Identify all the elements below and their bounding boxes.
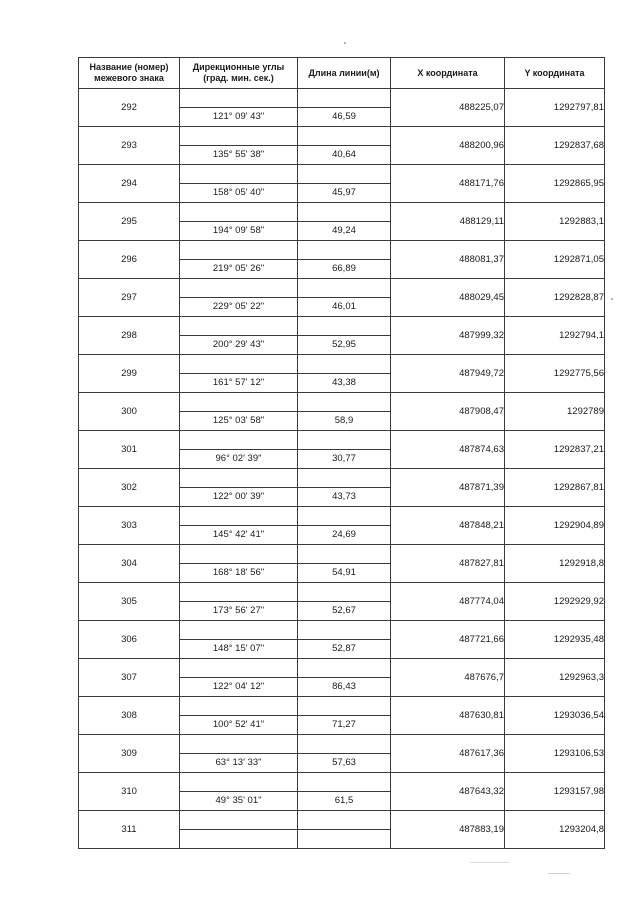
empty-cell xyxy=(298,241,391,260)
table-row-point xyxy=(79,89,605,108)
table-row-point xyxy=(79,165,605,184)
marker-name: 311 xyxy=(79,811,180,849)
y-coordinate: 1292963,3 xyxy=(505,659,605,697)
marker-name: 300 xyxy=(79,393,180,431)
empty-cell xyxy=(180,317,298,336)
x-coordinate: 488200,96 xyxy=(391,127,505,165)
boundary-coordinates-table xyxy=(78,57,605,849)
y-coordinate: 1292918,8 xyxy=(505,545,605,583)
table-row-point xyxy=(79,735,605,754)
empty-cell xyxy=(298,355,391,374)
direction-angle: 229° 05' 22" xyxy=(180,298,298,317)
y-coordinate: 1293204,8 xyxy=(505,811,605,849)
x-coordinate: 488081,37 xyxy=(391,241,505,279)
y-coordinate: 1292865,95 xyxy=(505,165,605,203)
table-row-point xyxy=(79,203,605,222)
table-header-row xyxy=(79,58,605,89)
line-length: 86,43 xyxy=(298,678,391,697)
empty-cell xyxy=(298,659,391,678)
marker-name: 298 xyxy=(79,317,180,355)
empty-cell xyxy=(298,830,391,849)
empty-cell xyxy=(298,583,391,602)
empty-cell xyxy=(180,241,298,260)
x-coordinate: 487874,63 xyxy=(391,431,505,469)
table-row-point xyxy=(79,621,605,640)
line-length: 52,87 xyxy=(298,640,391,659)
x-coordinate: 487999,32 xyxy=(391,317,505,355)
marker-name: 309 xyxy=(79,735,180,773)
line-length: 71,27 xyxy=(298,716,391,735)
y-coordinate: 1292883,1 xyxy=(505,203,605,241)
empty-cell xyxy=(298,393,391,412)
empty-cell xyxy=(298,317,391,336)
line-length: 57,63 xyxy=(298,754,391,773)
marker-name: 296 xyxy=(79,241,180,279)
direction-angle: 200° 29' 43" xyxy=(180,336,298,355)
empty-cell xyxy=(180,507,298,526)
x-coordinate: 487827,81 xyxy=(391,545,505,583)
header-direction-angle: Дирекционные углы (град. мин. сек.) xyxy=(180,58,298,89)
y-coordinate: 1292867,81 xyxy=(505,469,605,507)
x-coordinate: 487617,36 xyxy=(391,735,505,773)
marker-name: 305 xyxy=(79,583,180,621)
direction-angle: 168° 18' 56" xyxy=(180,564,298,583)
empty-cell xyxy=(180,697,298,716)
direction-angle: 100° 52' 41" xyxy=(180,716,298,735)
x-coordinate: 487774,04 xyxy=(391,583,505,621)
direction-angle: 121° 09' 43" xyxy=(180,108,298,127)
direction-angle: 135° 55' 38" xyxy=(180,146,298,165)
empty-cell xyxy=(180,583,298,602)
marker-name: 302 xyxy=(79,469,180,507)
y-coordinate: 1292775,56 xyxy=(505,355,605,393)
y-coordinate: 1292789 xyxy=(505,393,605,431)
line-length: 43,38 xyxy=(298,374,391,393)
direction-angle: 125° 03' 58" xyxy=(180,412,298,431)
table-row-point xyxy=(79,241,605,260)
empty-cell xyxy=(180,203,298,222)
line-length: 66,89 xyxy=(298,260,391,279)
empty-cell xyxy=(180,545,298,564)
marker-name: 293 xyxy=(79,127,180,165)
line-length: 43,73 xyxy=(298,488,391,507)
x-coordinate: 487676,7 xyxy=(391,659,505,697)
line-length: 24,69 xyxy=(298,526,391,545)
direction-angle: 96° 02' 39" xyxy=(180,450,298,469)
empty-cell xyxy=(180,773,298,792)
y-coordinate: 1293036,54 xyxy=(505,697,605,735)
table-row-point xyxy=(79,659,605,678)
y-coordinate: 1292797,81 xyxy=(505,89,605,127)
x-coordinate: 488225,07 xyxy=(391,89,505,127)
empty-cell xyxy=(298,735,391,754)
empty-cell xyxy=(298,165,391,184)
x-coordinate: 487908,47 xyxy=(391,393,505,431)
empty-cell xyxy=(298,203,391,222)
table-row-point xyxy=(79,127,605,146)
marker-name: 295 xyxy=(79,203,180,241)
empty-cell xyxy=(298,469,391,488)
header-marker-name: Название (номер) межевого знака xyxy=(79,58,180,89)
marker-name: 303 xyxy=(79,507,180,545)
empty-cell xyxy=(298,89,391,108)
line-length: 46,59 xyxy=(298,108,391,127)
y-coordinate: 1292935,48 xyxy=(505,621,605,659)
marker-name: 292 xyxy=(79,89,180,127)
scan-speck xyxy=(611,298,613,300)
x-coordinate: 488129,11 xyxy=(391,203,505,241)
empty-cell xyxy=(180,621,298,640)
empty-cell xyxy=(180,165,298,184)
empty-cell xyxy=(298,127,391,146)
empty-cell xyxy=(180,735,298,754)
direction-angle: 122° 04' 12" xyxy=(180,678,298,697)
empty-cell xyxy=(180,393,298,412)
empty-cell xyxy=(180,830,298,849)
x-coordinate: 487883,19 xyxy=(391,811,505,849)
y-coordinate: 1292837,68 xyxy=(505,127,605,165)
x-coordinate: 488029,45 xyxy=(391,279,505,317)
y-coordinate: 1293157,98 xyxy=(505,773,605,811)
x-coordinate: 487949,72 xyxy=(391,355,505,393)
empty-cell xyxy=(298,697,391,716)
empty-cell xyxy=(180,659,298,678)
line-length: 30,77 xyxy=(298,450,391,469)
empty-cell xyxy=(180,811,298,830)
marker-name: 294 xyxy=(79,165,180,203)
table-row-point xyxy=(79,697,605,716)
direction-angle: 145° 42' 41" xyxy=(180,526,298,545)
y-coordinate: 1292871,05 xyxy=(505,241,605,279)
line-length: 45,97 xyxy=(298,184,391,203)
table-row-point xyxy=(79,317,605,336)
marker-name: 308 xyxy=(79,697,180,735)
x-coordinate: 487721,66 xyxy=(391,621,505,659)
direction-angle: 194° 09' 58" xyxy=(180,222,298,241)
direction-angle: 63° 13' 33" xyxy=(180,754,298,773)
direction-angle: 148° 15' 07" xyxy=(180,640,298,659)
header-y-coordinate: Y координата xyxy=(505,58,605,89)
y-coordinate: 1292794,1 xyxy=(505,317,605,355)
line-length: 52,95 xyxy=(298,336,391,355)
line-length: 58,9 xyxy=(298,412,391,431)
table-row-point xyxy=(79,393,605,412)
marker-name: 310 xyxy=(79,773,180,811)
marker-name: 304 xyxy=(79,545,180,583)
empty-cell xyxy=(180,355,298,374)
table-row-point xyxy=(79,469,605,488)
empty-cell xyxy=(180,431,298,450)
empty-cell xyxy=(298,773,391,792)
line-length: 40,64 xyxy=(298,146,391,165)
x-coordinate: 487848,21 xyxy=(391,507,505,545)
table-row-point xyxy=(79,545,605,564)
y-coordinate: 1292828,87 xyxy=(505,279,605,317)
table-row-point xyxy=(79,507,605,526)
scan-speck xyxy=(344,42,346,44)
table-row-point xyxy=(79,583,605,602)
x-coordinate: 487871,39 xyxy=(391,469,505,507)
direction-angle: 49° 35' 01" xyxy=(180,792,298,811)
scan-speck xyxy=(470,862,510,863)
marker-name: 301 xyxy=(79,431,180,469)
scan-speck xyxy=(548,873,570,874)
marker-name: 307 xyxy=(79,659,180,697)
marker-name: 299 xyxy=(79,355,180,393)
table-row-point xyxy=(79,773,605,792)
x-coordinate: 487630,81 xyxy=(391,697,505,735)
marker-name: 297 xyxy=(79,279,180,317)
line-length: 46,01 xyxy=(298,298,391,317)
header-line-length: Длина линии(м) xyxy=(298,58,391,89)
empty-cell xyxy=(180,279,298,298)
empty-cell xyxy=(298,621,391,640)
empty-cell xyxy=(298,545,391,564)
line-length: 54,91 xyxy=(298,564,391,583)
empty-cell xyxy=(180,89,298,108)
marker-name: 306 xyxy=(79,621,180,659)
x-coordinate: 487643,32 xyxy=(391,773,505,811)
direction-angle: 173° 56' 27" xyxy=(180,602,298,621)
y-coordinate: 1292929,92 xyxy=(505,583,605,621)
direction-angle: 122° 00' 39" xyxy=(180,488,298,507)
line-length: 49,24 xyxy=(298,222,391,241)
direction-angle: 158° 05' 40" xyxy=(180,184,298,203)
y-coordinate: 1292904,89 xyxy=(505,507,605,545)
direction-angle: 161° 57' 12" xyxy=(180,374,298,393)
table-row-point xyxy=(79,811,605,830)
direction-angle: 219° 05' 26" xyxy=(180,260,298,279)
x-coordinate: 488171,76 xyxy=(391,165,505,203)
empty-cell xyxy=(180,469,298,488)
empty-cell xyxy=(298,507,391,526)
y-coordinate: 1293106,53 xyxy=(505,735,605,773)
empty-cell xyxy=(298,279,391,298)
y-coordinate: 1292837,21 xyxy=(505,431,605,469)
empty-cell xyxy=(180,127,298,146)
table-row-point xyxy=(79,431,605,450)
line-length: 52,67 xyxy=(298,602,391,621)
table-row-point xyxy=(79,279,605,298)
empty-cell xyxy=(298,811,391,830)
table-row-point xyxy=(79,355,605,374)
header-x-coordinate: X координата xyxy=(391,58,505,89)
line-length: 61,5 xyxy=(298,792,391,811)
empty-cell xyxy=(298,431,391,450)
